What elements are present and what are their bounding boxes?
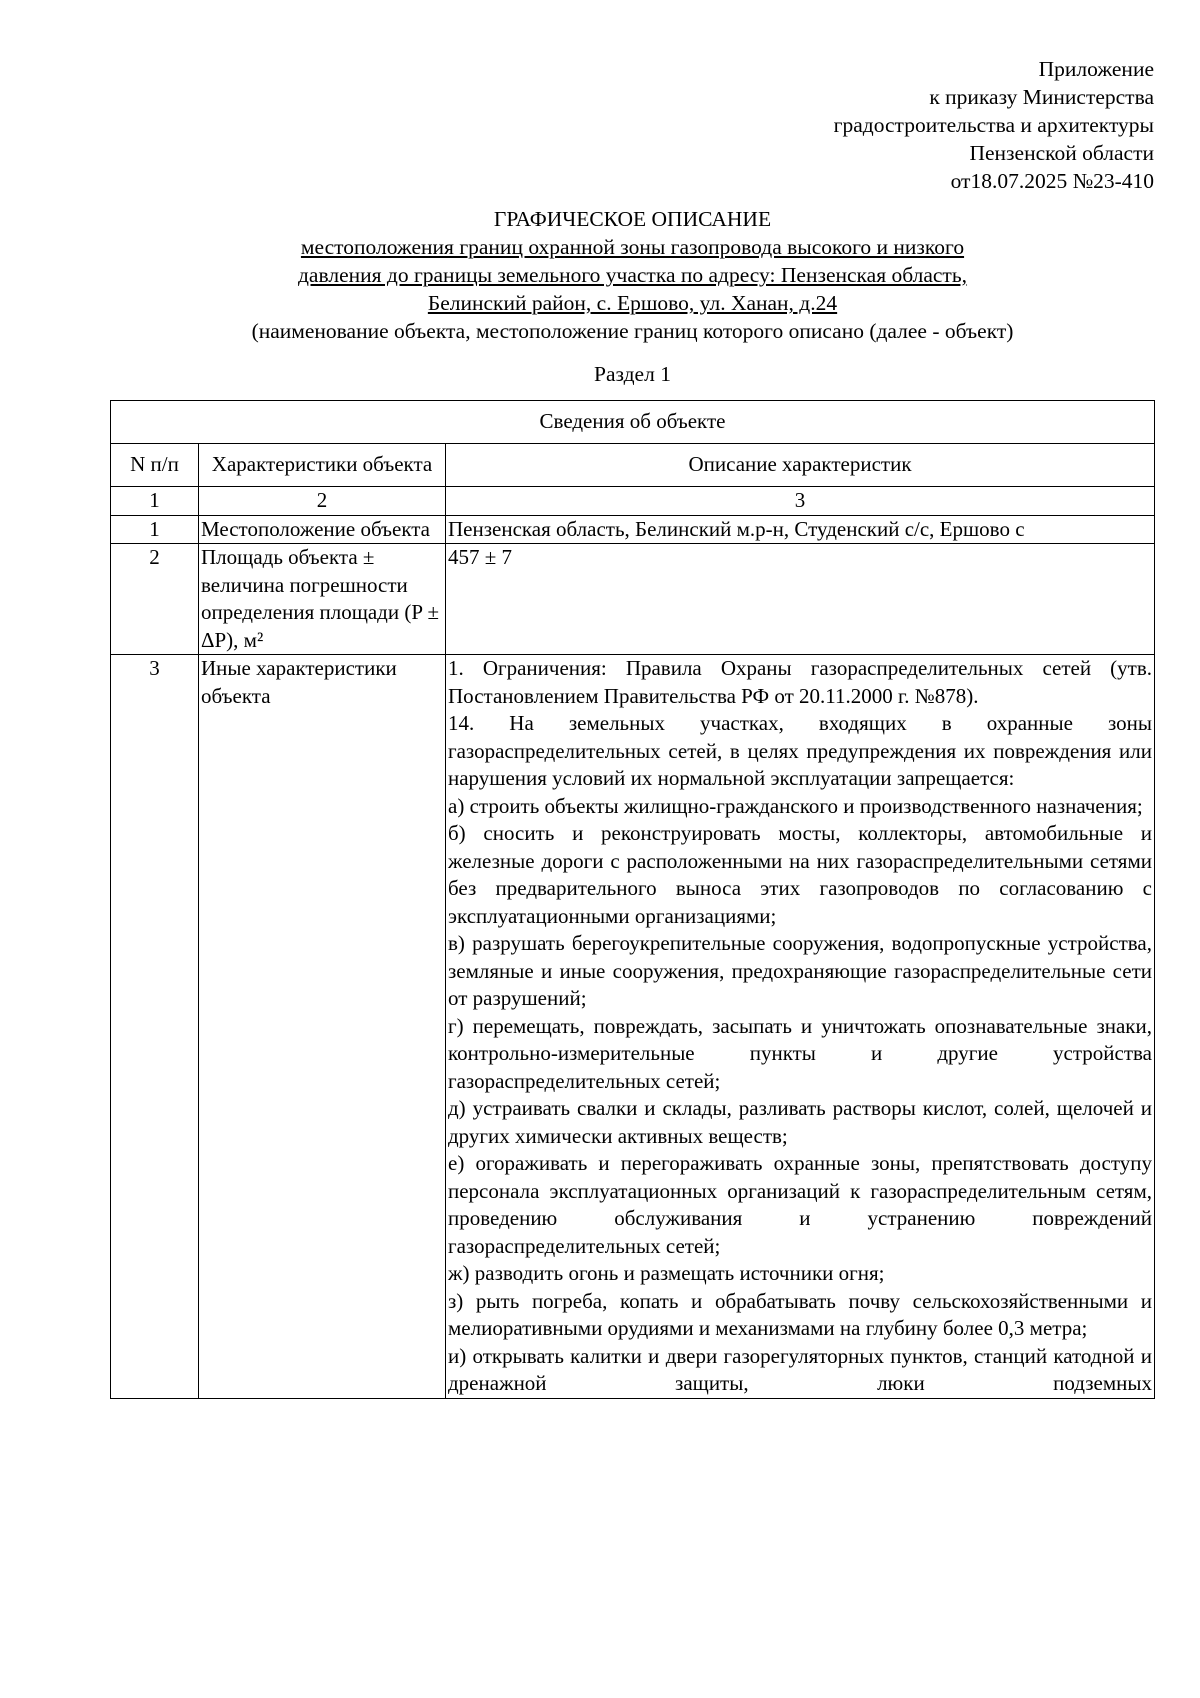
table-row: [111, 544, 1155, 655]
restriction-paragraph: 14. На земельных участках, входящих в охранные зоны газораспределительных сетей, в целях предупреждения их повреждения или нарушения условий их нормальной эксплуатации запрещается:: [448, 711, 1152, 790]
restriction-paragraph: б) сносить и реконструировать мосты, коллекторы, автомобильные и железные дороги с расположенными на них газораспределительными сетями без предварительного выноса этих газопроводов по согласованию с эксплуатационными организациями;: [448, 821, 1152, 928]
column-header-number: N п/п: [111, 444, 199, 487]
table-caption-row: [111, 401, 1155, 444]
row-number: 1: [111, 515, 199, 544]
restriction-paragraph: г) перемещать, повреждать, засыпать и уничтожать опознавательные знаки, контрольно-измерительные пункты и другие устройства газораспределительных сетей;: [448, 1013, 1152, 1093]
restriction-paragraph: д) устраивать свалки и склады, разливать растворы кислот, солей, щелочей и других химически активных веществ;: [448, 1096, 1152, 1148]
row-number: 2: [111, 544, 199, 655]
row-number: 3: [111, 655, 199, 1399]
table-row: [111, 655, 1155, 1399]
header-line: Приложение: [1038, 57, 1154, 81]
header-line: Пензенской области: [969, 141, 1154, 165]
row-characteristic: Площадь объекта ± величина погрешности определения площади (P ± ΔP), м²: [199, 544, 446, 655]
header-date-number: от18.07.2025 №23-410: [950, 169, 1154, 193]
header-line: градостроительства и архитектуры: [833, 113, 1154, 137]
document-title: [0, 205, 1200, 345]
restriction-paragraph: е) огораживать и перегораживать охранные зоны, препятствовать доступу персонала эксплуатационных организаций к газораспределительным сетям, проведению обслуживания и устранению повреждений газораспределительных сетей;: [448, 1151, 1152, 1258]
title-object-line: Белинский район, с. Ершово, ул. Ханан, д.24: [427, 291, 838, 315]
column-number: 2: [199, 487, 446, 516]
title-object-line: местоположения границ охранной зоны газопровода высокого и низкого: [300, 235, 965, 259]
row-characteristic: Местоположение объекта: [199, 515, 446, 544]
title-main: ГРАФИЧЕСКОЕ ОПИСАНИЕ: [493, 207, 772, 231]
object-info-table: [110, 400, 1155, 1399]
table-caption: Сведения об объекте: [111, 401, 1155, 444]
column-number-row: [111, 487, 1155, 516]
row-description: [446, 655, 1155, 1399]
row-description: 457 ± 7: [446, 544, 1155, 655]
restriction-paragraph: з) рыть погреба, копать и обрабатывать почву сельскохозяйственными и мелиоративными орудиями и механизмами на глубину более 0,3 метра;: [448, 1288, 1152, 1340]
section-heading: Раздел 1: [594, 362, 671, 386]
document-header: [834, 55, 1154, 195]
table-row: [111, 515, 1155, 544]
title-note: (наименование объекта, местоположение границ которого описано (далее - объект): [251, 319, 1014, 343]
restriction-paragraph: в) разрушать берегоукрепительные сооружения, водопропускные устройства, земляные и иные сооружения, предохраняющие газораспределительные сети от разрушений;: [448, 931, 1152, 1010]
restriction-paragraph: ж) разводить огонь и размещать источники огня;: [448, 1261, 885, 1285]
header-line: к приказу Министерства: [929, 85, 1154, 109]
title-object-line: давления до границы земельного участка по адресу: Пензенская область,: [297, 263, 968, 287]
row-characteristic: Иные характеристики объекта: [199, 655, 446, 1399]
row-description: Пензенская область, Белинский м.р-н, Студенский с/с, Ершово с: [446, 515, 1155, 544]
restriction-paragraph: и) открывать калитки и двери газорегуляторных пунктов, станций катодной и дренажной защиты, люки подземных: [448, 1343, 1152, 1395]
restriction-paragraph: 1. Ограничения: Правила Охраны газораспределительных сетей (утв. Постановлением Правительства РФ от 20.11.2000 г. №878).: [448, 656, 1152, 708]
column-header-description: Описание характеристик: [446, 444, 1155, 487]
restriction-paragraph: а) строить объекты жилищно-гражданского и производственного назначения;: [448, 793, 1143, 818]
table-header-row: [111, 444, 1155, 487]
column-number: 1: [111, 487, 199, 516]
column-number: 3: [446, 487, 1155, 516]
column-header-characteristic: Характеристики объекта: [199, 444, 446, 487]
